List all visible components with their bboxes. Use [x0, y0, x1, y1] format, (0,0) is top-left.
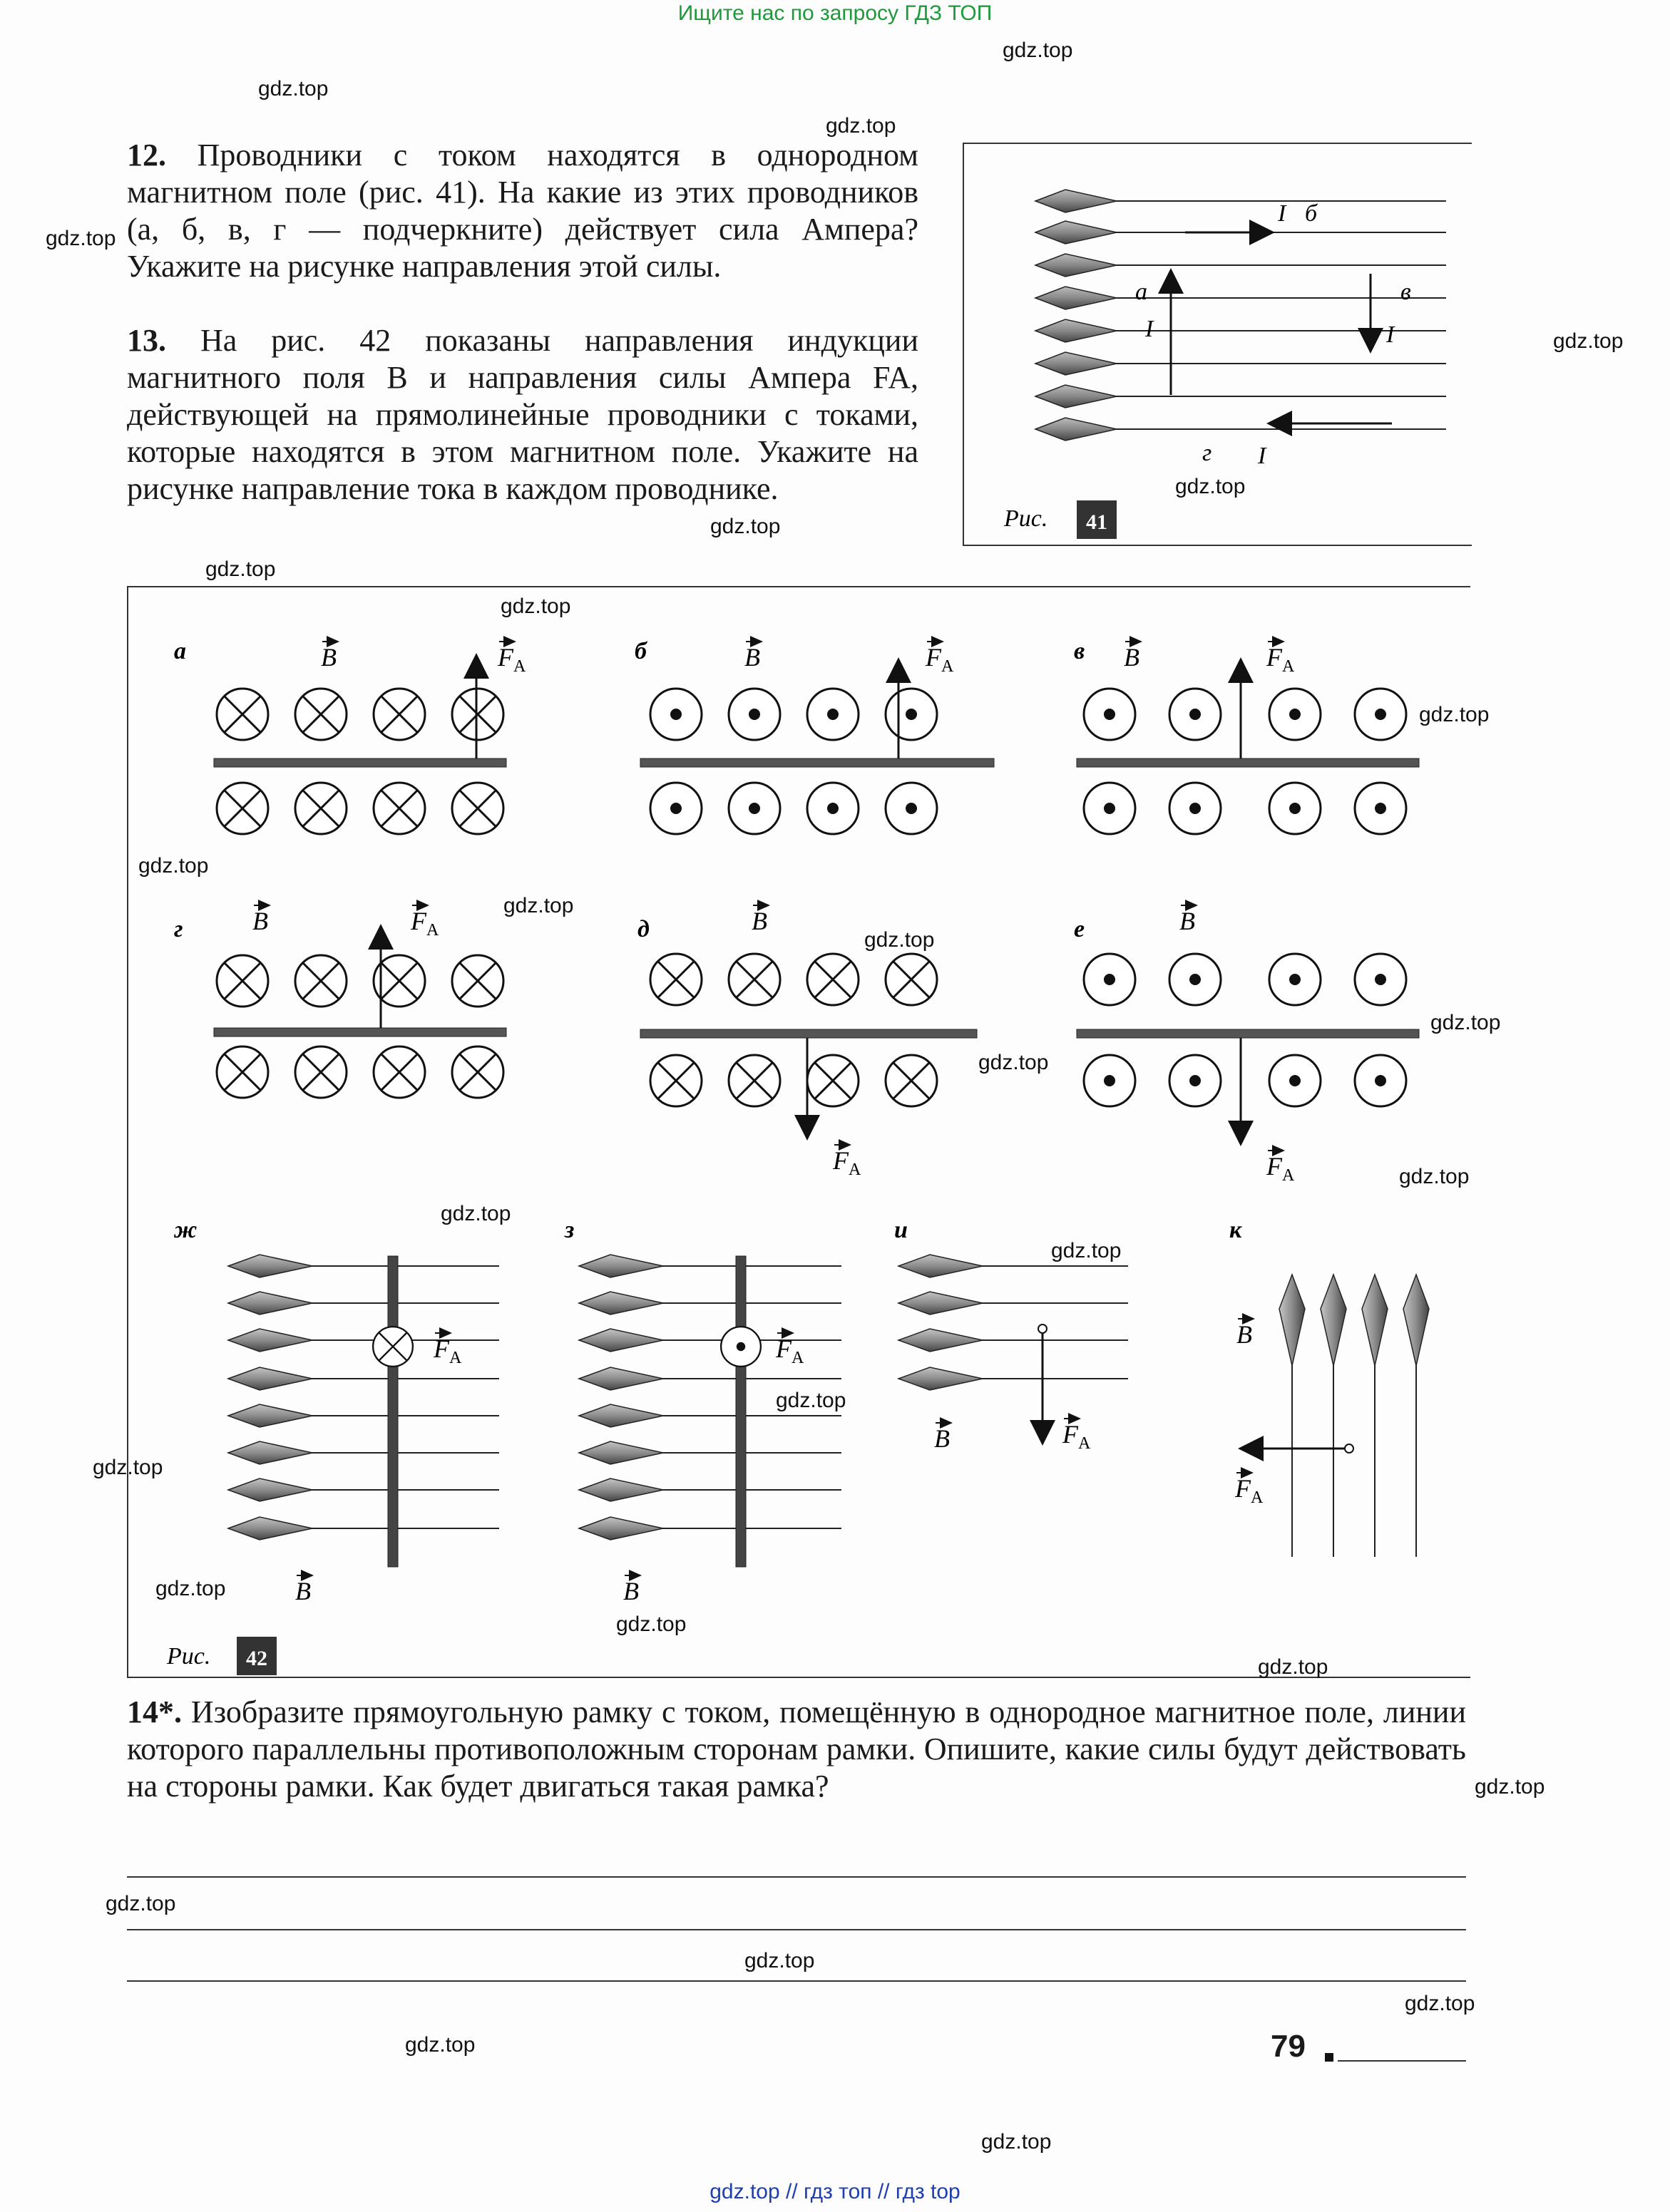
watermark[interactable]: gdz.top: [1399, 1165, 1470, 1188]
svg-text:F: F: [1266, 1152, 1282, 1180]
task-12: [127, 137, 918, 285]
svg-text:A: A: [1251, 1488, 1264, 1507]
vec-B-i: [934, 1423, 951, 1453]
fig41-caption: Рис.: [1004, 505, 1048, 532]
watermark[interactable]: gdz.top: [744, 1949, 815, 1972]
svg-text:F: F: [434, 1334, 449, 1363]
svg-text:A: A: [426, 921, 439, 940]
vec-F-a: [497, 642, 526, 676]
svg-text:F: F: [833, 1146, 849, 1175]
panel-zh: [173, 1217, 499, 1605]
vec-B-k: [1236, 1319, 1254, 1349]
vec-B-v: [1124, 642, 1141, 672]
figure-42: [127, 586, 1470, 1678]
vec-B-d: [752, 905, 769, 935]
svg-text:A: A: [792, 1349, 804, 1367]
vec-F-z: [775, 1333, 804, 1367]
page-marker: [1325, 2053, 1333, 2062]
panel-label-e: е: [1074, 916, 1085, 942]
svg-text:B: B: [752, 907, 767, 935]
svg-text:A: A: [1078, 1434, 1091, 1453]
task-13: [127, 322, 918, 508]
svg-text:F: F: [498, 643, 513, 672]
vec-F-g: [410, 905, 439, 940]
panel-label-v: в: [1074, 638, 1085, 664]
panel-b: [635, 638, 994, 834]
watermark[interactable]: gdz.top: [1419, 703, 1490, 726]
watermark[interactable]: gdz.top: [1003, 38, 1073, 62]
panel-g: [174, 905, 506, 1098]
task-12-number: 12.: [127, 138, 166, 173]
vec-F-e: [1266, 1151, 1295, 1185]
watermark[interactable]: gdz.top: [710, 515, 781, 538]
watermark[interactable]: gdz.top: [258, 77, 329, 101]
watermark[interactable]: gdz.top: [1175, 475, 1246, 498]
fig41-current-v: I: [1386, 321, 1395, 348]
answer-line[interactable]: [127, 1929, 1466, 1930]
svg-text:B: B: [321, 643, 337, 672]
panel-label-k: к: [1229, 1217, 1242, 1243]
svg-text:F: F: [776, 1334, 792, 1363]
fig41-label-v: в: [1400, 279, 1411, 305]
svg-text:B: B: [295, 1577, 311, 1605]
panel-label-b: б: [635, 638, 647, 664]
watermark[interactable]: gdz.top: [1475, 1775, 1545, 1799]
panel-label-z: з: [565, 1217, 575, 1243]
field-arrowheads-41: [1035, 190, 1117, 441]
watermark[interactable]: gdz.top: [93, 1456, 163, 1479]
svg-text:B: B: [1124, 643, 1139, 672]
task-14: [127, 1694, 1466, 1805]
svg-text:F: F: [1062, 1420, 1078, 1449]
watermark[interactable]: gdz.top: [205, 557, 276, 581]
svg-text:F: F: [1235, 1474, 1251, 1503]
svg-text:A: A: [941, 657, 954, 676]
vec-B-zh: [295, 1575, 312, 1605]
watermark[interactable]: gdz.top: [441, 1202, 511, 1225]
fig42-number: 42: [246, 1647, 267, 1670]
svg-text:B: B: [1179, 907, 1195, 935]
svg-text:B: B: [934, 1424, 950, 1453]
fig41-label-a: а: [1135, 279, 1147, 305]
panel-k: [1229, 1217, 1429, 1557]
vec-F-k: [1234, 1473, 1264, 1507]
fig41-label-g: г: [1202, 440, 1212, 466]
watermark[interactable]: gdz.top: [776, 1389, 846, 1412]
svg-text:A: A: [449, 1349, 462, 1367]
watermark[interactable]: gdz.top: [155, 1577, 226, 1600]
svg-text:F: F: [926, 643, 941, 672]
watermark[interactable]: gdz.top: [138, 854, 209, 878]
fig41-label-b: б: [1305, 200, 1318, 227]
panel-label-g: г: [174, 916, 183, 942]
watermark[interactable]: gdz.top: [616, 1612, 687, 1636]
vec-B-z: [623, 1575, 640, 1605]
task-14-text: Изобразите прямоугольную рамку с током, помещённую в однородное магнитное поле, линии которого параллельны противоположным сторонам рамки. Опишите, какие силы будут действовать на стороны рамки. Как будет двигаться такая рамка?: [127, 1694, 1467, 1804]
panel-label-zh: ж: [174, 1217, 198, 1243]
panel-v: [1074, 638, 1419, 834]
panel-label-a: а: [174, 638, 186, 664]
watermark[interactable]: gdz.top: [503, 894, 574, 917]
answer-line[interactable]: [127, 1876, 1466, 1878]
watermark[interactable]: gdz.top: [981, 2130, 1052, 2154]
svg-text:B: B: [252, 907, 268, 935]
svg-text:B: B: [1236, 1320, 1252, 1349]
fig41-current-g: I: [1258, 443, 1266, 469]
svg-text:B: B: [744, 643, 760, 672]
vec-F-b: [925, 642, 954, 676]
watermark[interactable]: gdz.top: [864, 928, 935, 952]
task-13-number: 13.: [127, 323, 166, 358]
watermark[interactable]: gdz.top: [106, 1892, 176, 1915]
vec-B-g: [252, 905, 270, 935]
svg-text:F: F: [411, 907, 426, 935]
task-13-text: На рис. 42 показаны направления индукции магнитного поля B и направления силы Ампера FA, действующей на прямолинейные проводники с токами, которые находятся в этом магнитном поле. Укажите на рисунке направление тока в каждом проводнике.: [127, 323, 918, 506]
vec-F-v: [1266, 642, 1295, 676]
vec-F-i: [1062, 1419, 1091, 1453]
fig42-caption: Рис.: [167, 1643, 211, 1670]
panel-label-d: д: [637, 916, 650, 942]
watermark[interactable]: gdz.top: [1051, 1239, 1122, 1262]
page-number: 79: [1271, 2029, 1306, 2064]
watermark[interactable]: gdz.top: [1553, 329, 1624, 353]
vec-F-d: [832, 1145, 861, 1179]
vec-B-a: [321, 642, 338, 672]
panel-e: [1074, 905, 1419, 1185]
fig41-current-b: I: [1278, 200, 1286, 227]
footer-links[interactable]: gdz.top // гдз топ // гдз top: [710, 2180, 960, 2203]
vec-B-e: [1179, 905, 1197, 935]
vec-F-zh: [433, 1333, 462, 1367]
watermark[interactable]: gdz.top: [1430, 1011, 1501, 1034]
answer-line[interactable]: [127, 1980, 1466, 1982]
svg-text:F: F: [1266, 643, 1282, 672]
watermark[interactable]: gdz.top: [978, 1051, 1049, 1074]
page-rule: [1338, 2060, 1466, 2062]
svg-text:A: A: [513, 657, 526, 676]
panel-label-i: и: [894, 1217, 908, 1243]
top-banner[interactable]: Ищите нас по запросу ГДЗ ТОП: [677, 1, 993, 25]
watermark[interactable]: gdz.top: [1405, 1992, 1475, 2015]
fig41-number: 41: [1086, 510, 1107, 534]
watermark[interactable]: gdz.top: [826, 114, 896, 138]
panel-a: [174, 638, 526, 834]
figure-42-drawing: [128, 587, 1470, 1677]
watermark[interactable]: gdz.top: [405, 2033, 476, 2057]
svg-text:A: A: [1282, 1166, 1295, 1185]
vec-B-b: [744, 642, 762, 672]
watermark[interactable]: gdz.top: [501, 595, 571, 618]
task-14-number: 14*.: [127, 1694, 182, 1729]
svg-text:A: A: [849, 1161, 861, 1179]
fig41-current-a: I: [1145, 316, 1154, 342]
task-12-text: Проводники с током находятся в однородном магнитном поле (рис. 41). На какие из этих проводников (а, б, в, г — подчеркните) действует сила Ампера? Укажите на рисунке направления этой силы.: [127, 138, 919, 284]
svg-text:A: A: [1282, 657, 1295, 676]
svg-text:B: B: [623, 1577, 639, 1605]
watermark[interactable]: gdz.top: [46, 227, 116, 250]
watermark[interactable]: gdz.top: [1258, 1655, 1328, 1679]
